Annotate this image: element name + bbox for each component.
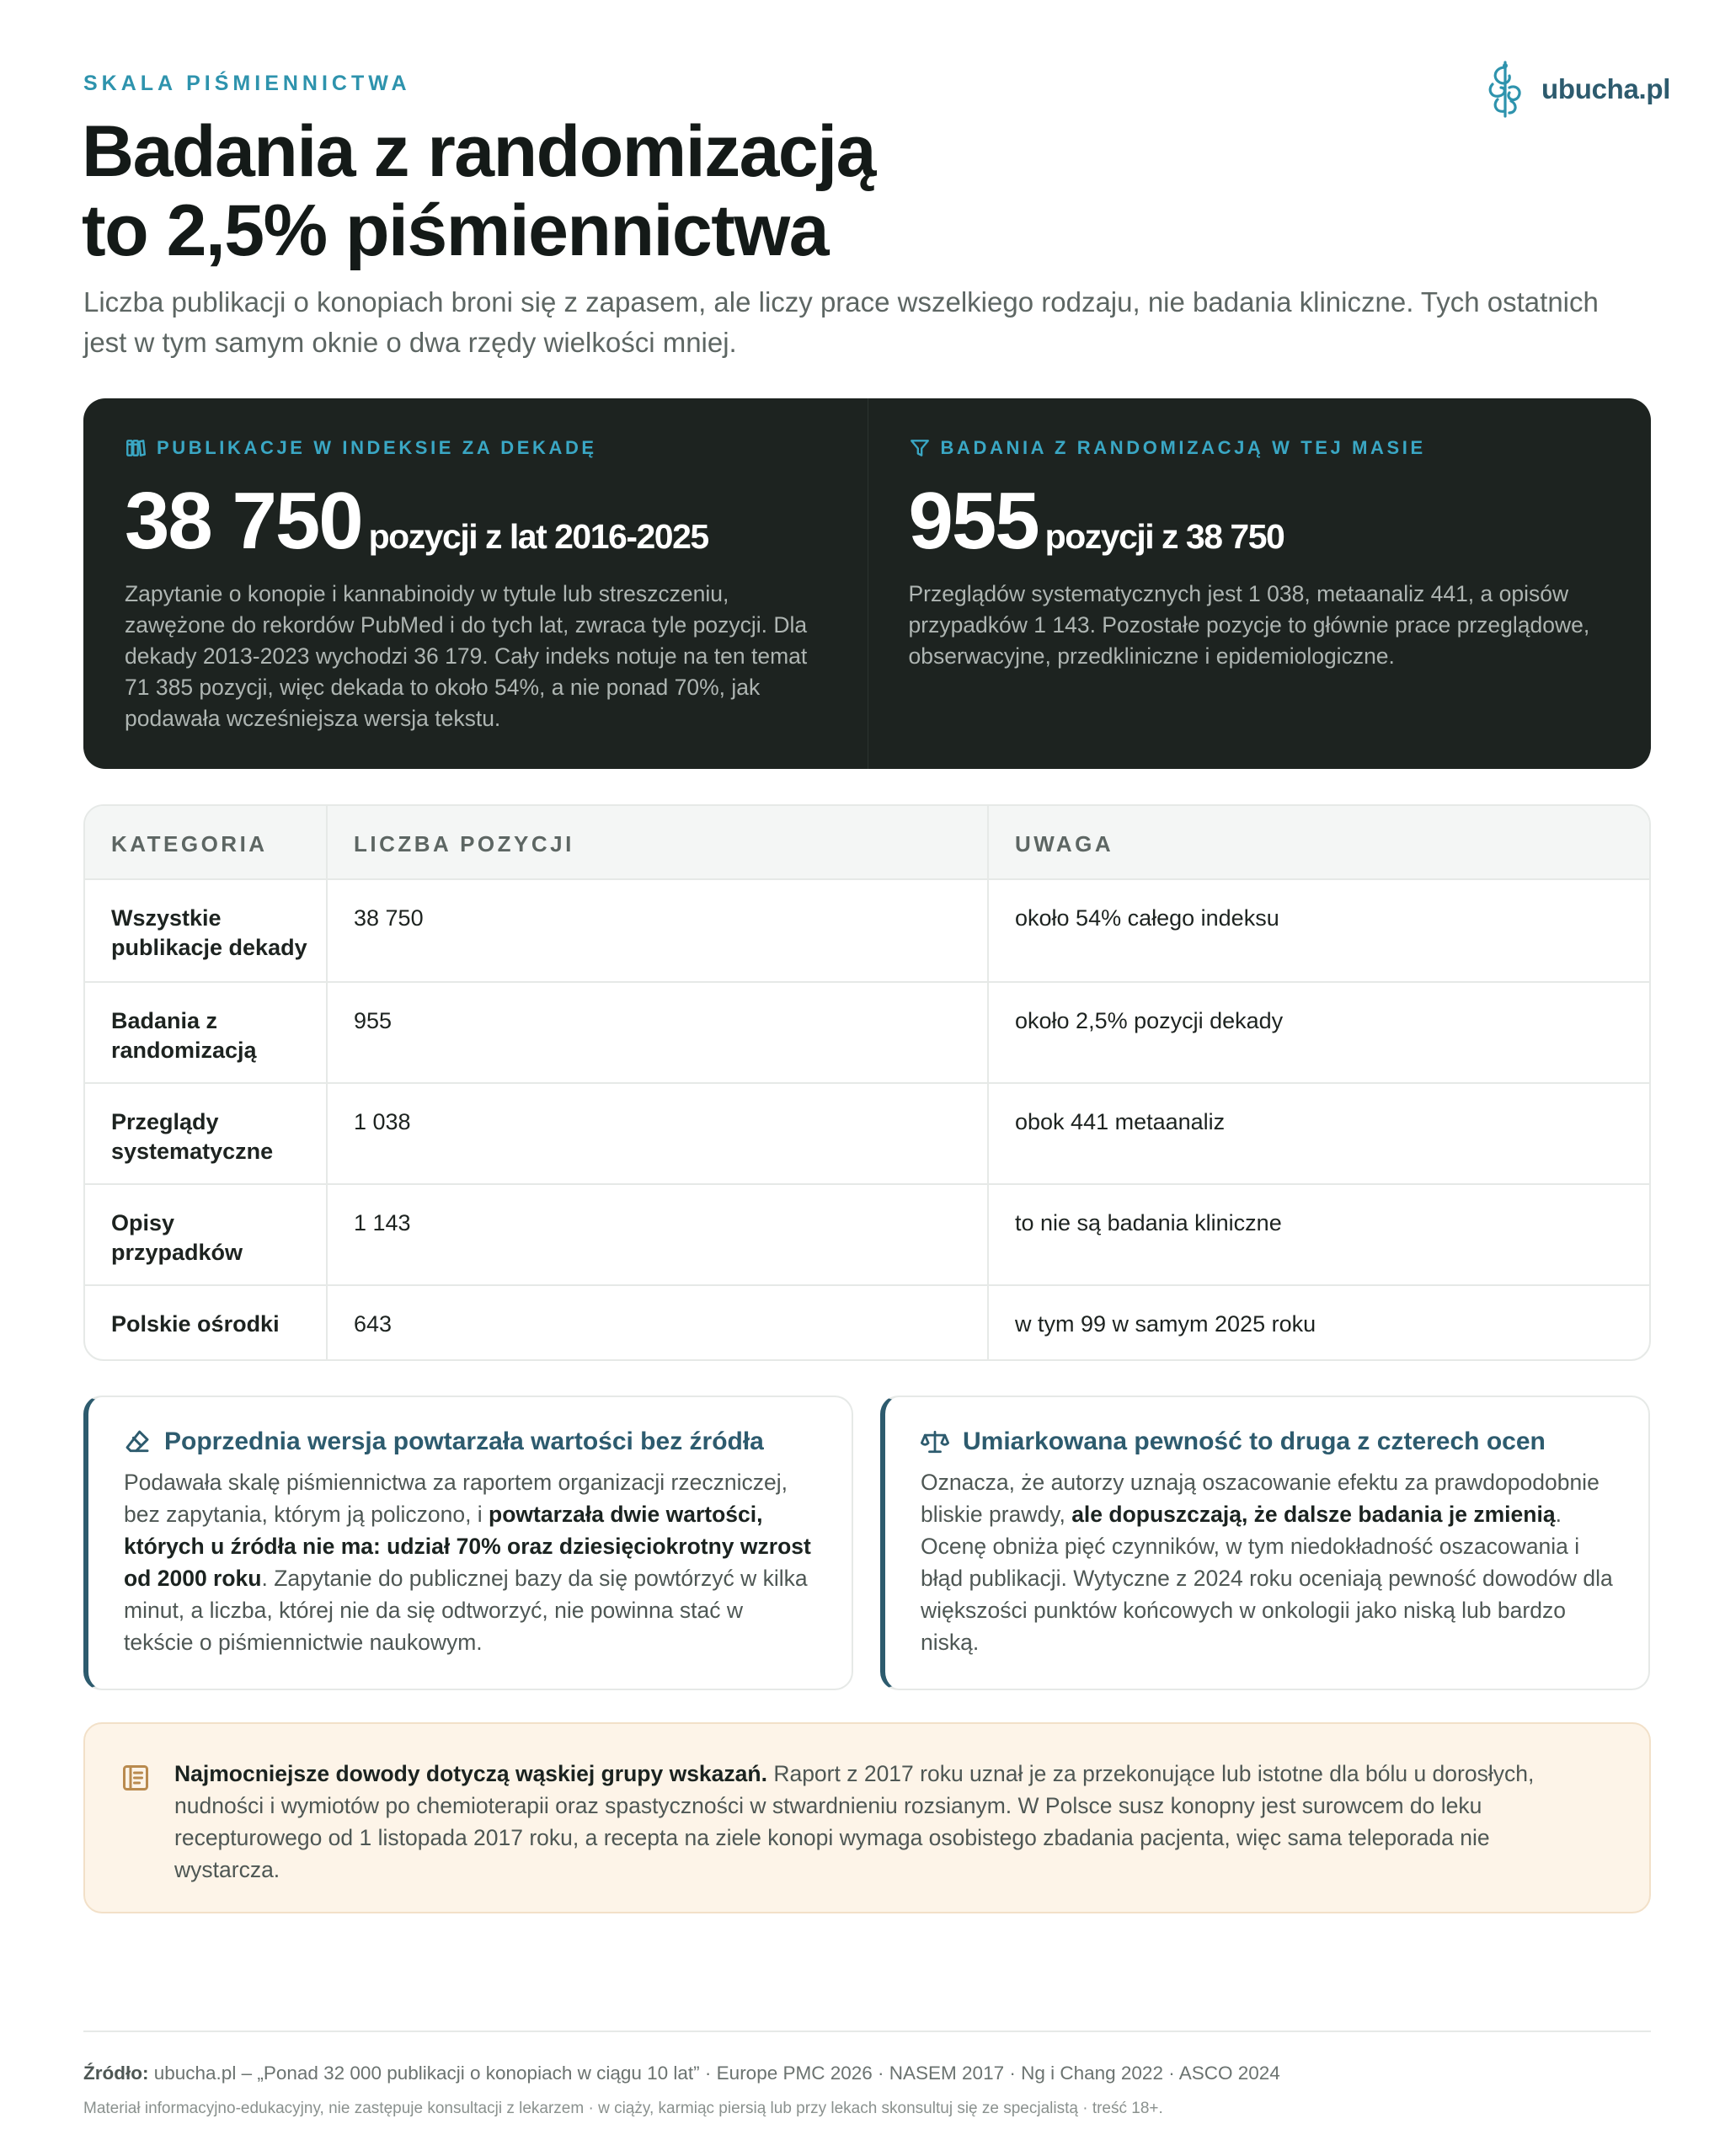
note-text: Raport z 2017 roku uznał je za przekonujące lub istotne dla bólu u dorosłych, nudności i wymiotów po chemioterapii oraz spastyczności w stwardnieniu rozsianym. W Polsce susz konopny jest surowcem do leku recepturowego od 1 listopada 2017 roku, a recepta na ziele konopi wymaga osobistego zbadania pacjenta, więc sama teleporada nie wystarcza. — [174, 1761, 1535, 1882]
cell-note: obok 441 metaanaliz — [1015, 1109, 1226, 1134]
title-line-2: to 2,5% piśmiennictwa — [82, 190, 829, 271]
footer-divider — [83, 2031, 1651, 2032]
source-text: ubucha.pl – „Ponad 32 000 publikacji o konopiach w ciągu 10 lat” · Europe PMC 2026 · NASEM 2017 · Ng i Chang 2022 · ASCO 2024 — [148, 2063, 1280, 2084]
cell-count: 1 143 — [328, 1185, 989, 1284]
cell-note: około 54% całego indeksu — [1015, 905, 1279, 931]
card-certainty-body — [921, 1466, 1615, 1658]
stat-publications-label-text: PUBLIKACJE W INDEKSIE ZA DEKADĘ — [157, 437, 597, 458]
table-row — [85, 1084, 1649, 1185]
stat-randomized — [868, 398, 1652, 769]
stat-publications-number: 38 750 — [125, 476, 362, 566]
cell-category: Opisy przypadków — [85, 1185, 328, 1284]
card-text: Oznacza, że autorzy uznają oszacowanie efektu za prawdopodobnie bliskie prawdy, — [921, 1470, 1599, 1527]
stat-randomized-label — [909, 437, 1610, 459]
table-header — [85, 806, 1649, 880]
brand-logo[interactable] — [1481, 59, 1670, 120]
footer-disclaimer: Materiał informacyjno-edukacyjny, nie zastępuje konsultacji z lekarzem · w ciąży, karmiąc piersią lub przy lekach skonsultuj się ze specjalistą · treść 18+. — [83, 2100, 1163, 2117]
source-label: Źródło: — [83, 2063, 149, 2084]
stat-publications-value — [125, 476, 825, 566]
evidence-note-text — [174, 1758, 1599, 1886]
brand-name: ubucha.pl — [1541, 73, 1671, 104]
cell-category: Wszystkie publikacje dekady — [85, 880, 328, 981]
cell-count: 955 — [328, 983, 989, 1082]
cell-count: 1 038 — [328, 1084, 989, 1183]
table-row — [85, 983, 1649, 1084]
brand-emblem-icon — [1481, 59, 1530, 120]
document-icon — [120, 1763, 151, 1793]
column-header-count: LICZBA POZYCJI — [328, 806, 989, 878]
table-row — [85, 880, 1649, 983]
stats-panel — [83, 398, 1651, 769]
card-certainty-title-text: Umiarkowana pewność to druga z czterech ocen — [963, 1428, 1546, 1455]
card-certainty-title — [921, 1428, 1615, 1456]
cell-category: Przeglądy systematyczne — [85, 1084, 328, 1183]
stat-randomized-unit: pozycji z 38 750 — [1044, 517, 1284, 556]
lede-paragraph: Liczba publikacji o konopiach broni się z zapasem, ale liczy prace wszelkiego rodzaju, nie badania kliniczne. Tych ostatnich jest w tym samym oknie o dwa rzędy wielkości mniej. — [83, 286, 1599, 358]
stat-randomized-number: 955 — [908, 476, 1039, 566]
table-row — [85, 1185, 1649, 1286]
note-text-bold: Najmocniejsze dowody dotyczą wąskiej grupy wskazań. — [174, 1761, 767, 1786]
eraser-icon — [124, 1428, 151, 1455]
card-text: Podawała skalę piśmiennictwa za raportem organizacji rzeczniczej, bez zapytania, którym ją policzono, i — [124, 1470, 788, 1527]
card-text: . Ocenę obniża pięć czynników, w tym niedokładność oszacowania i błąd publikacji. Wytyczne z 2024 roku oceniają pewność dowodów dla większości punktów końcowych w onkologii jako niską lub bardzo niską. — [921, 1502, 1613, 1655]
stat-randomized-value — [908, 476, 1610, 566]
filter-icon — [909, 437, 931, 459]
card-text-bold: ale dopuszczają, że dalsze badania je zmienią — [1071, 1502, 1556, 1527]
stat-publications — [83, 398, 868, 769]
card-previous-version-title — [124, 1428, 818, 1456]
card-previous-version — [83, 1396, 853, 1690]
page-title — [82, 112, 1177, 270]
card-previous-version-title-text: Poprzednia wersja powtarzała wartości bez źródła — [164, 1428, 764, 1455]
column-header-note: UWAGA — [1015, 831, 1114, 857]
card-certainty — [880, 1396, 1650, 1690]
cell-category: Badania z randomizacją — [85, 983, 328, 1082]
cell-count: 643 — [328, 1286, 989, 1359]
stat-randomized-label-text: BADANIA Z RANDOMIZACJĄ W TEJ MASIE — [940, 437, 1426, 458]
evidence-note — [83, 1722, 1651, 1913]
card-text: . Zapytanie do publicznej bazy da się powtórzyć w kilka minut, a liczba, której nie da się odtworzyć, nie powinna stać w tekście o piśmiennictwie naukowym. — [124, 1566, 808, 1655]
stat-publications-text: Zapytanie o konopie i kannabinoidy w tytule lub streszczeniu, zawężone do rekordów PubMed i do tych lat, zwraca tyle pozycji. Dla dekady 2013-2023 wychodzi 36 179. Cały indeks notuje na ten temat 71 385 pozycji, więc dekada to około 54%, a nie ponad 70%, jak podawała wcześniejsza wersja tekstu. — [125, 581, 808, 731]
card-previous-version-body — [124, 1466, 818, 1658]
stat-publications-label — [125, 437, 825, 459]
stat-publications-unit: pozycji z lat 2016-2025 — [368, 517, 708, 556]
cell-count: 38 750 — [328, 880, 989, 981]
cell-category: Polskie ośrodki — [85, 1286, 328, 1359]
books-icon — [125, 437, 147, 459]
category-table — [83, 804, 1651, 1361]
cell-note: to nie są badania kliniczne — [1015, 1210, 1282, 1235]
title-line-1: Badania z randomizacją — [82, 111, 875, 192]
column-header-category: KATEGORIA — [85, 806, 328, 878]
footer-source — [83, 2063, 1280, 2084]
scale-icon — [921, 1428, 949, 1455]
card-text-bold: powtarzała dwie wartości, których u źródła nie ma: udział 70% oraz dziesięciokrotny wzrost od 2000 roku — [124, 1502, 811, 1591]
eyebrow-label: SKALA PIŚMIENNICTWA — [83, 72, 411, 95]
cell-note: około 2,5% pozycji dekady — [1015, 1008, 1284, 1033]
table-row — [85, 1286, 1649, 1359]
cell-note: w tym 99 w samym 2025 roku — [1015, 1311, 1316, 1337]
stat-randomized-text: Przeglądów systematycznych jest 1 038, metaanaliz 441, a opisów przypadków 1 143. Pozostałe pozycje to głównie prace przeglądowe, obserwacyjne, przedkliniczne i epidemiologiczne. — [908, 581, 1590, 669]
